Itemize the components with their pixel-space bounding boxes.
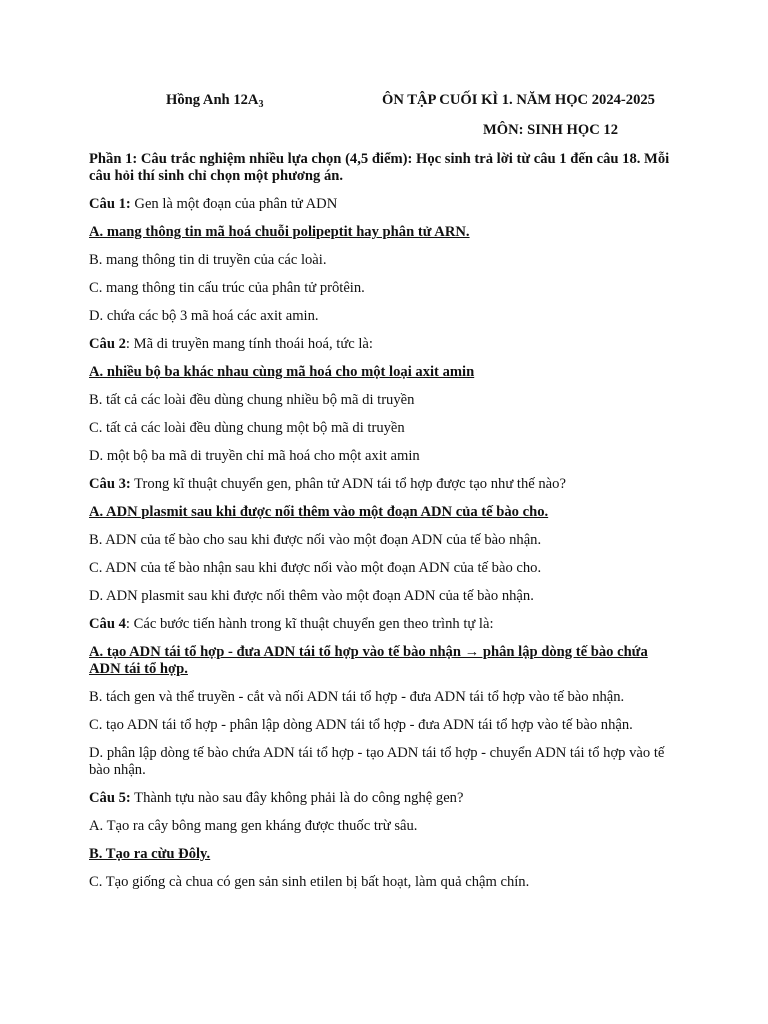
option-3b: B. ADN của tế bào cho sau khi được nối vào một đoạn ADN của tế bào nhận.: [89, 532, 542, 548]
question-4: [89, 616, 671, 633]
option-5a: A. Tạo ra cây bông mang gen kháng được thuốc trừ sâu.: [89, 818, 418, 834]
question-3: [89, 476, 671, 493]
option-4c: C. tạo ADN tái tổ hợp - phân lập dòng ADN tái tổ hợp - đưa ADN tái tổ hợp vào tế bào nhận.: [89, 717, 633, 733]
option-1c: C. mang thông tin cấu trúc của phân tử prôtêin.: [89, 280, 365, 296]
question-label: Câu 3:: [89, 476, 131, 492]
option-3a-correct: A. ADN plasmit sau khi được nối thêm vào một đoạn ADN của tế bào cho.: [89, 504, 549, 520]
option-5c: C. Tạo giống cà chua có gen sản sinh etilen bị bất hoạt, làm quả chậm chín.: [89, 874, 530, 890]
question-2: [89, 336, 671, 353]
exam-title: ÔN TẬP CUỐI KÌ 1. NĂM HỌC 2024-2025: [382, 92, 655, 108]
part-heading: Phần 1: Câu trắc nghiệm nhiều lựa chọn (4,5 điểm): Học sinh trả lời từ câu 1 đến câu 18. Mỗi câu hỏi thí sinh chỉ chọn một phương án.: [89, 151, 670, 184]
option-5b-correct: B. Tạo ra cừu Đôly.: [89, 846, 211, 862]
option-2d: D. một bộ ba mã di truyền chỉ mã hoá cho một axit amin: [89, 448, 420, 464]
option-3c: C. ADN của tế bào nhận sau khi được nối vào một đoạn ADN của tế bào cho.: [89, 560, 542, 576]
option-1b: B. mang thông tin di truyền của các loài.: [89, 252, 327, 268]
question-text: Thành tựu nào sau đây không phải là do công nghệ gen?: [130, 790, 464, 806]
question-label: Câu 1:: [89, 196, 131, 212]
option-4a-correct: A. tạo ADN tái tổ hợp - đưa ADN tái tổ hợp vào tế bào nhận → phân lập dòng tế bào chứa ADN tái tổ hợp.: [89, 644, 648, 677]
option-2c: C. tất cả các loài đều dùng chung một bộ mã di truyền: [89, 420, 405, 436]
option-1a-correct: A. mang thông tin mã hoá chuỗi polipeptit hay phân tử ARN.: [89, 224, 470, 240]
question-text: Gen là một đoạn của phân tử ADN: [130, 196, 338, 212]
option-3d: D. ADN plasmit sau khi được nối thêm vào một đoạn ADN của tế bào nhận.: [89, 588, 534, 604]
question-text: : Mã di truyền mang tính thoái hoá, tức là:: [125, 336, 373, 352]
question-text: Trong kĩ thuật chuyển gen, phân tử ADN tái tổ hợp được tạo như thế nào?: [130, 476, 566, 492]
question-label: Câu 2: [89, 336, 126, 352]
document-body: [89, 151, 671, 902]
option-4b: B. tách gen và thể truyền - cắt và nối ADN tái tổ hợp - đưa ADN tái tổ hợp vào tế bào nhận.: [89, 689, 625, 705]
option-2b: B. tất cả các loài đều dùng chung nhiều bộ mã di truyền: [89, 392, 415, 408]
question-1: [89, 196, 671, 213]
option-2a-correct: A. nhiều bộ ba khác nhau cùng mã hoá cho một loại axit amin: [89, 364, 475, 380]
question-5: [89, 790, 671, 807]
header-row: [0, 92, 768, 112]
option-4d: D. phân lập dòng tế bào chứa ADN tái tổ hợp - tạo ADN tái tổ hợp - chuyển ADN tái tổ hợp vào tế bào nhận.: [89, 745, 665, 778]
author-name: Hồng Anh $12A_3$: [166, 92, 264, 110]
subject-title: MÔN: SINH HỌC 12: [483, 122, 618, 138]
option-1d: D. chứa các bộ 3 mã hoá các axit amin.: [89, 308, 319, 324]
question-label: Câu 4: [89, 616, 126, 632]
question-text: : Các bước tiến hành trong kĩ thuật chuyển gen theo trình tự là:: [125, 616, 494, 632]
question-label: Câu 5:: [89, 790, 131, 806]
